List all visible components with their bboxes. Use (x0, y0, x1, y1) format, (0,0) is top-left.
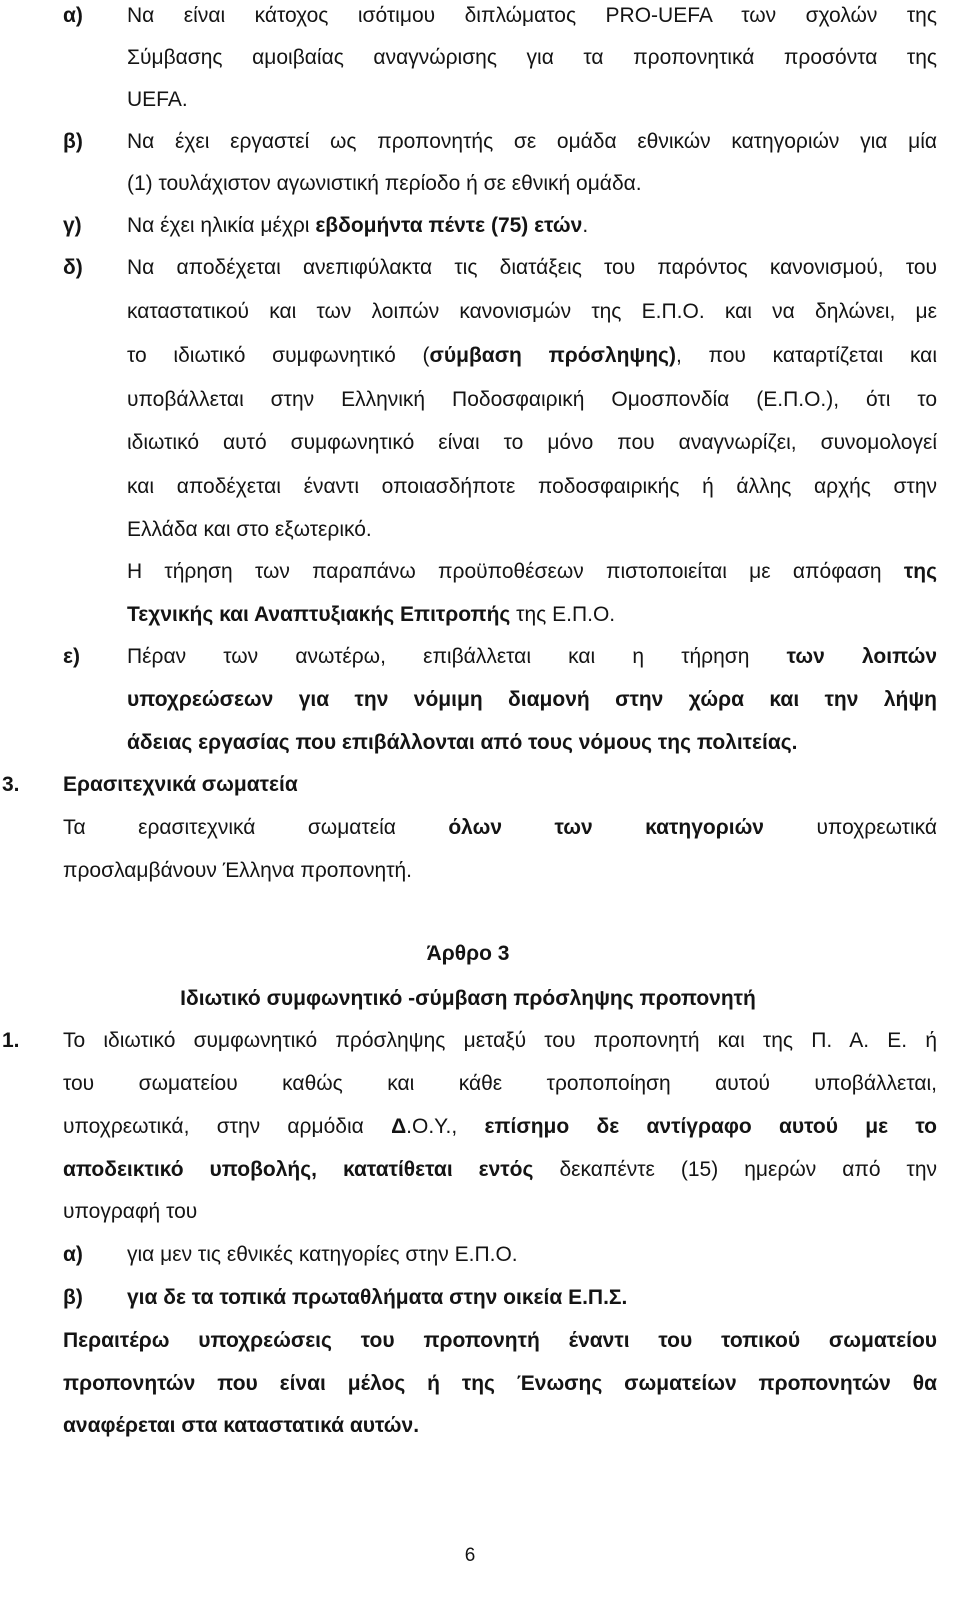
item-d-line-5: ιδιωτικό αυτό συμφωνητικό είναι το μόνο που αναγνωρίζει, συνομολογεί (127, 431, 937, 454)
article-title: Άρθρο 3 (426, 942, 510, 965)
item-e-line-2: υποχρεώσεων για την νόμιμη διαμονή στην χώρα και την λήψη (127, 688, 937, 711)
item-d-line-3: το ιδιωτικό συμφωνητικό (σύμβαση πρόσληψης), που καταρτίζεται και (127, 344, 937, 367)
item-d-line-6: και αποδέχεται έναντι οποιασδήποτε ποδοσφαιρικής ή άλλης αρχής στην (127, 475, 937, 498)
item-a-line-3: UEFA. (127, 88, 188, 111)
item-b-line-2: (1) τουλάχιστον αγωνιστική περίοδο ή σε εθνική ομάδα. (127, 172, 642, 195)
item-d-label: δ) (63, 256, 83, 279)
section-3-title: Ερασιτεχνικά σωματεία (63, 773, 298, 796)
item-a-line-1: Να είναι κάτοχος ισότιμου διπλώματος PRO-UEFA των σχολών της (127, 4, 937, 27)
paragraph-1-line-5: υπογραφή του (63, 1200, 198, 1223)
article-subtitle: Ιδιωτικό συμφωνητικό -σύμβαση πρόσληψης προπονητή (180, 987, 756, 1010)
paragraph-1-final-line-1: Περαιτέρω υποχρεώσεις του προπονητή έναντι του τοπικού σωματείου (63, 1329, 937, 1352)
paragraph-1-line-3: υποχρεωτικά, στην αρμόδια Δ.Ο.Υ., επίσημο δε αντίγραφο αυτού με το (63, 1115, 937, 1138)
item-d-line-9: Τεχνικής και Αναπτυξιακής Επιτροπής της Ε.Π.Ο. (127, 603, 616, 626)
sub-item-a-text: για μεν τις εθνικές κατηγορίες στην Ε.Π.Ο. (127, 1243, 518, 1266)
item-e-line-1: Πέραν των ανωτέρω, επιβάλλεται και η τήρηση των λοιπών (127, 645, 937, 668)
paragraph-1-line-1: Το ιδιωτικό συμφωνητικό πρόσληψης μεταξύ του προπονητή και της Π. Α. Ε. ή (63, 1029, 937, 1052)
item-d-line-1: Να αποδέχεται ανεπιφύλακτα τις διατάξεις του παρόντος κανονισμού, του (127, 256, 937, 279)
item-a-label: α) (63, 4, 83, 27)
section-3-line-1: Τα ερασιτεχνικά σωματεία όλων των κατηγοριών υποχρεωτικά (63, 816, 937, 839)
item-d-line-2: καταστατικού και των λοιπών κανονισμών της Ε.Π.Ο. και να δηλώνει, με (127, 300, 937, 323)
item-d-line-7: Ελλάδα και στο εξωτερικό. (127, 518, 372, 541)
paragraph-1-final-line-3: αναφέρεται στα καταστατικά αυτών. (63, 1414, 420, 1437)
paragraph-1-final-line-2: προπονητών που είναι μέλος ή της Ένωσης σωματείων προπονητών θα (63, 1372, 937, 1395)
item-c-label: γ) (63, 214, 82, 237)
section-3-line-2: προσλαμβάνουν Έλληνα προπονητή. (63, 859, 413, 882)
page-number: 6 (464, 1545, 476, 1566)
item-e-line-3: άδειας εργασίας που επιβάλλονται από τους νόμους της πολιτείας. (127, 731, 798, 754)
paragraph-1-number: 1. (2, 1029, 20, 1052)
sub-item-b-label: β) (63, 1286, 83, 1309)
sub-item-b-text: για δε τα τοπικά πρωταθλήματα στην οικεία Ε.Π.Σ. (127, 1286, 628, 1309)
section-3-number: 3. (2, 773, 20, 796)
item-a-line-2: Σύμβασης αμοιβαίας αναγνώρισης για τα προπονητικά προσόντα της (127, 46, 937, 69)
item-c-line: Να έχει ηλικία μέχρι εβδομήντα πέντε (75) ετών. (127, 214, 589, 237)
paragraph-1-line-4: αποδεικτικό υποβολής, κατατίθεται εντός δεκαπέντε (15) ημερών από την (63, 1158, 937, 1181)
item-b-line-1: Να έχει εργαστεί ως προπονητής σε ομάδα εθνικών κατηγοριών για μία (127, 130, 937, 153)
item-d-line-4: υποβάλλεται στην Ελληνική Ποδοσφαιρική Ομοσπονδία (Ε.Π.Ο.), ότι το (127, 388, 937, 411)
sub-item-a-label: α) (63, 1243, 83, 1266)
item-d-line-8: Η τήρηση των παραπάνω προϋποθέσεων πιστοποιείται με απόφαση της (127, 560, 937, 583)
item-b-label: β) (63, 130, 83, 153)
item-e-label: ε) (63, 645, 80, 668)
paragraph-1-line-2: του σωματείου καθώς και κάθε τροποποίηση αυτού υποβάλλεται, (63, 1072, 937, 1095)
